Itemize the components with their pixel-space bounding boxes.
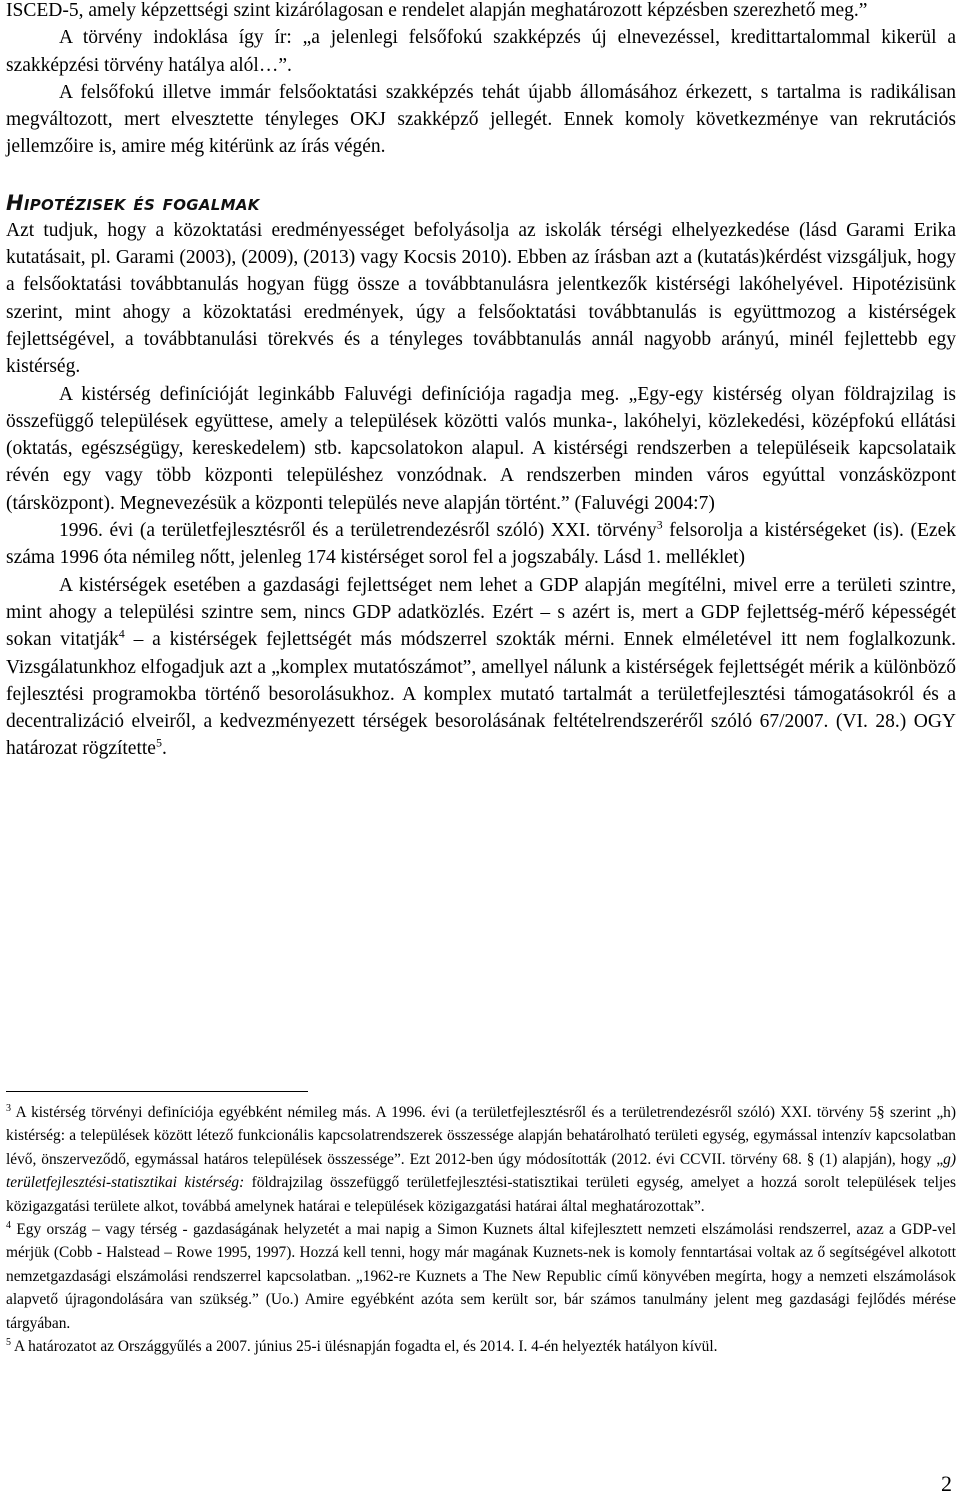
footnote-ref-5[interactable]: 5 (155, 735, 162, 750)
gdp-text-c: . (161, 738, 167, 760)
footnote-number-4: 4 (6, 1219, 11, 1231)
section-heading: Hipotézisek és fogalmak (6, 190, 260, 215)
footnote-number-5: 5 (6, 1336, 11, 1348)
law-text-after: felsorolja a kistérségeket (is). (Ezek száma 1996 óta némileg nőtt, jelenleg 174 kistérséget sorol fel a jogszabály. Lásd 1. melléklet) (6, 520, 956, 569)
footnote-divider (6, 1091, 308, 1092)
paragraph-gdp (6, 572, 956, 763)
main-text (6, 0, 956, 763)
paragraph-definition: A kistérség definícióját leginkább Faluvégi definíciója ragadja meg. „Egy-egy kistérség olyan földrajzilag is összefüggő települések együttese, amely a települések közötti valós munka-, lakóhelyi, közlekedési, középfokú ellátási (oktatás, egészségügy, kereskedelem) stb. kapcsolatokon alapul. A kistérségi rendszerben a településeik kapcsolataik révén egy vagy több központi településhez vonzódnak. A rendszerben minden város egyúttal vonzásközpont (társközpont). Megnevezésük a központi település neve alapján történt.” (Faluvégi 2004:7) (6, 383, 956, 514)
paragraph-continuation: ISCED-5, amely képzettségi szint kizárólagosan e rendelet alapján meghatározott képzésben szerezhető meg.” (6, 0, 868, 21)
footnotes (6, 1101, 956, 1358)
footnote-ref-4[interactable]: 4 (118, 626, 125, 641)
footnote-3-italic: g) területfejlesztési-statisztikai kistérség: (6, 1150, 956, 1192)
gdp-text-a: A kistérségek esetében a gazdasági fejlettséget nem lehet a GDP alapján megítélni, mivel erre a területi szintre, mint ahogy a települési szintre sem, nincs GDP adatközlés. Ezért – s azért is, mert a GDP fejlettség-mérő képességét sokan vitatják (6, 574, 956, 651)
paragraph-law-list (6, 517, 956, 572)
footnote-5-text: A határozatot az Országgyűlés a 2007. június 25-i ülésnapján fogadta el, és 2014. I. 4-én helyezték hatályon kívül. (11, 1338, 718, 1356)
paragraph-hypothesis: Azt tudjuk, hogy a közoktatási eredményességet befolyásolja az iskolák térségi elhelyezkedése (lásd Garami Erika kutatásait, pl. Garami (2003), (2009), (2013) vagy Kocsis 2010). Ebben az írásban azt a (kutatás)kérdést vizsgáljuk, hogy a felsőoktatási továbbtanulás hogyan függ össze a továbbtanulásra jelentkezők kistérségi lakóhelyével. Hipotézisünk szerint, mint ahogy a közoktatási eredmények, úgy a felsőoktatási továbbtanulás is együttmozog a kistérségek fejlettségével, a továbbtanulási törekvés és a tényleges továbbtanulás annál nagyobb arányú, minél fejlettebb egy kistérség. (6, 219, 956, 378)
page-number: 2 (941, 1471, 952, 1496)
gdp-text-b: – a kistérségek fejlettségét más módszerrel szokták mérni. Ennek elméletével itt nem foglalkozunk. Vizsgálatunkhoz elfogadjuk azt a „komplex mutatószámot”, amellyel nálunk a kistérségek fejlettségét mérik a különböző fejlesztési programokba történő besorolásukhoz. A komplex mutató tartalmát a területfejlesztési támogatásokról és a decentralizáció elveiről, a kedvezményezett térségek besorolásának feltételrendszeréről szóló 67/2007. (VI. 28.) OGY határozat rögzítette (6, 629, 956, 760)
footnote-number-3: 3 (6, 1102, 11, 1114)
footnote-5 (6, 1335, 956, 1358)
law-text: 1996. évi (a területfejlesztésről és a területrendezésről szóló) XXI. törvény (59, 520, 657, 542)
footnote-4-text: Egy ország – vagy térség - gazdaságának helyzetét a mai napig a Simon Kuznets által kifejlesztett nemzeti elszámolási rendszerrel, azaz a GDP-vel mérjük (Cobb - Halstead – Rowe 1995, 1997). Hozzá kell tenni, hogy már magának Kuznets-nek is komoly fenntartásai voltak az ő segítségével alkotott nemzetgazdasági elszámolási rendszerrel kapcsolatban. „1962-re Kuznets a The New Republic című könyvében megírta, hogy a nemzeti elszámolások alapvető újragondolására van szükség.” (Uo.) Amire egyébként azóta sem került sor, bár számos tanulmány jelent meg gazdasági fejlődés mérése tárgyában. (6, 1221, 956, 1332)
footnote-3-text-end: földrajzilag összefüggő területfejlesztési-statisztikai területi egység, amelyet a hozzá sorolt települések teljes közigazgatási területe alkot, továbbá amelynek határai e települések közigazgatási határai által meghatározottak”. (6, 1174, 956, 1215)
footnote-3 (6, 1101, 956, 1218)
footnote-ref-3[interactable]: 3 (656, 517, 663, 532)
paragraph-vocational-training: A felsőfokú illetve immár felsőoktatási szakképzés tehát újabb állomásához érkezett, s tartalma is radikálisan megváltozott, mert elvesztette tényleges OKJ szakképző jellegét. Ennek komoly következménye van rekrutációs jellemzőire is, amire még kitérünk az írás végén. (6, 81, 956, 158)
footnote-3-text: A kistérség törvényi definíciója egyébként némileg más. A 1996. évi (a területfejlesztésről és a területrendezésről szóló) XXI. törvény 5§ szerint „h) kistérség: a települések között létező funkcionális kapcsolatrendszerek összessége alapján behatárolható területi egység, egymással intenzív kapcsolatban lévő, önszerveződő, egymással határos települések összessége”. Ezt 2012-ben úgy módosították (2012. évi CCVII. törvény 68. § (1) alapján), hogy „ (6, 1104, 956, 1168)
paragraph-law-rationale: A törvény indoklása így ír: „a jelenlegi felsőfokú szakképzés új elnevezéssel, kredittartalommal kikerül a szakképzési törvény hatálya alól…”. (6, 27, 956, 76)
footnote-4 (6, 1218, 956, 1335)
